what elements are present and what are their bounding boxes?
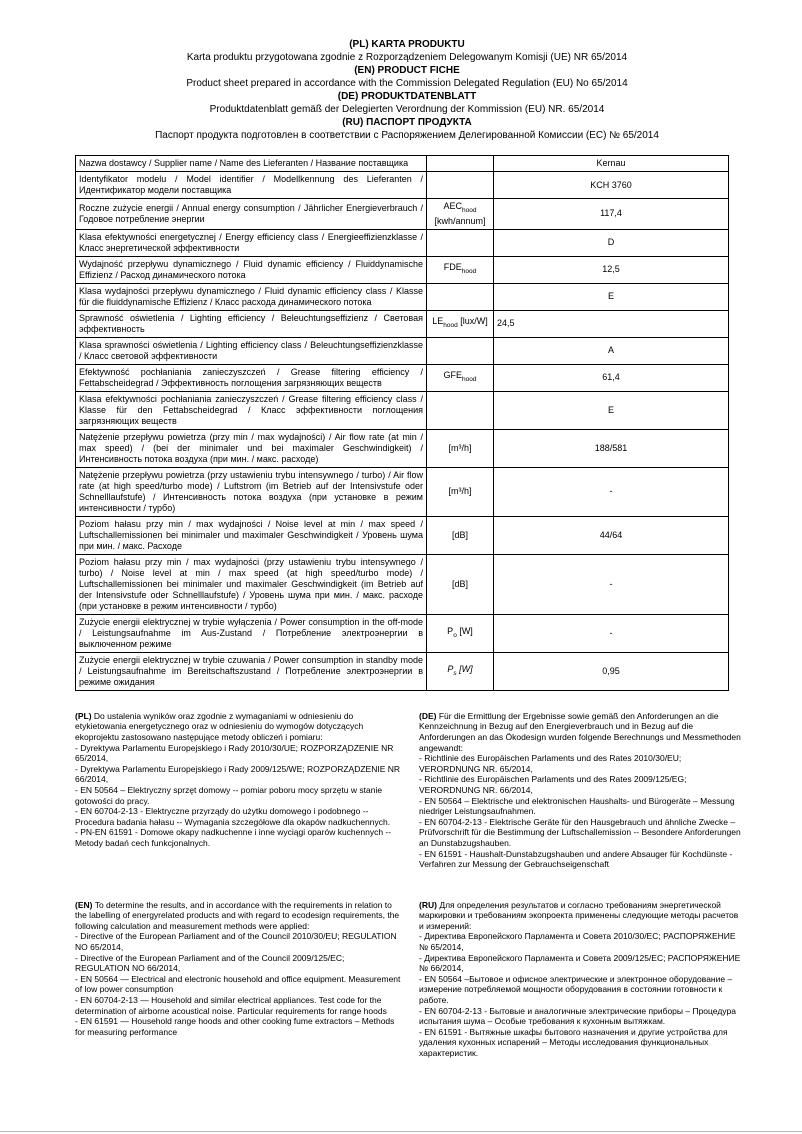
row-symbol [427,337,494,364]
row-symbol [427,516,494,554]
row-label: Zużycie energii elektrycznej w trybie czuwania / Power consumption in standby mode / Leistungsaufnahme im Bereitschaftszustand / Потребление электроэнергии в режиме ожидания [76,652,427,690]
row-label: Poziom hałasu przy min / max wydajności / Noise level at min / max speed / Luftschallemissionen bei minimaler und maximaler Geschwindigkeit / Уровень шума при мин. / макс. Расходе [76,516,427,554]
row-label: Wydajność przepływu dynamicznego / Fluid dynamic efficiency / Fluiddynamische Effizienz / Расход динамического потока [76,256,427,283]
footnote-item: - EN 60704-2-13 - Elektryczne przyrządy do użytku domowego i podobnego -- Procedura badania hałasu -- Wymagania szczegółowe dla okapów nadkuchennych. [75,806,391,827]
table-row [76,391,729,429]
table-row [76,429,729,467]
table-row [76,516,729,554]
table-row [76,229,729,256]
footnote-item: - Директива Европейского Парламента и Совета 2009/125/ЕС; РАСПОРЯЖЕНИЕ № 66/2014, [419,952,741,974]
table-row [76,256,729,283]
symbol-main: P [447,625,454,636]
symbol [430,370,490,385]
symbol-unit: [dB] [451,529,468,540]
row-label: Poziom hałasu przy min / max wydajności (przy ustawieniu trybu intensywnego / turbo) / Noise level at min / max speed (at high speed/turbo mode) / Luftschallemissionen bei minimaler und maximaler Geschwindigkeit (im Betrieb auf der Intensivstufe oder Schnelllaufstufe) / Уровень шума при мин. / макс. расходе (при установке в режим интенсивности / турбо) [76,554,427,614]
header-title-ru: (RU) ПАСПОРТ ПРОДУКТА [342,117,472,128]
header-subtitle-pl: Karta produktu przygotowana zgodnie z Rozporządzeniem Delegowanym Komisji (UE) NR 65/2014 [186,52,628,63]
row-symbol [427,156,494,172]
row-value: 61,4 [494,364,729,391]
row-label: Klasa efektywności pochłaniania zanieczyszczeń / Grease filtering efficiency class / Klasse für den Fettabscheidegrad / Класс эффективности поглощения загрязняющих веществ [76,391,427,429]
row-label: Klasa sprawności oświetlenia / Lighting efficiency class / Beleuchtungseffizienzklasse / Класс световой эффективности [76,337,427,364]
table-row [76,364,729,391]
header-subtitle-ru: Паспорт продукта подготовлен в соответствии с Распоряжением Делегированной Комиссии (ЕС) № 65/2014 [155,130,659,141]
row-label: Identyfikator modelu / Model identifier / Modellkennung des Lieferanten / Идентификатор модели поставщика [76,172,427,199]
page-bottom-edge [0,1131,802,1132]
row-symbol [427,364,494,391]
footnote-ru [419,900,741,1059]
footnote-item: - Dyrektywa Parlamentu Europejskiego i Rady 2010/30/UE; ROZPORZĄDZENIE NR 65/2014, [75,742,394,764]
row-value: E [494,391,729,429]
symbol-unit: [m³/h] [448,442,472,453]
symbol-main: AEC [443,201,463,211]
table-row [76,199,729,230]
symbol-main: LE [432,316,444,327]
row-symbol [427,652,494,690]
row-value: KCH 3760 [494,172,729,199]
row-symbol [427,614,494,652]
symbol-main: P [447,663,454,674]
row-symbol [427,229,494,256]
symbol [430,626,490,641]
symbol-unit: [m³/h] [448,486,472,497]
footnotes [75,711,739,1059]
footnote-item: - EN 50564 – Elektrische und elektronischen Haushalts- und Bürogeräte – Messung niedriger Leistungsaufnahmen. [419,795,735,817]
footnote-ru-intro [419,900,741,932]
footnote-item: - EN 60704-2-13 — Household and similar electrical appliances. Test code for the determination of airborne acoustical noise. Particular requirements for range hoods [75,995,387,1016]
footnote-item: - Richtlinie des Europäischen Parlaments und des Rates 2010/30/EU; VERORDNUNG NR. 65/2014, [419,753,682,774]
table-row [76,467,729,516]
symbol [430,316,490,331]
table-row [76,614,729,652]
row-label: Sprawność oświetlenia / Lighting efficiency / Beleuchtungseffizienz / Световая эффективность [76,310,427,337]
row-value: 117,4 [494,199,729,230]
footnote-en [75,900,401,1059]
table-row [76,283,729,310]
row-symbol [427,172,494,199]
row-label: Natężenie przepływu powietrza (przy ustawieniu trybu intensywnego / turbo) / Air flow rate (at high speed/turbo mode) / Luftstrom (im Betrieb auf der Intensivstufe oder Schnelllaufstufe) / Интенсивность потока воздуха (при установке в режим интенсивности / турбо) [76,467,427,516]
footnote-de-intro [419,711,741,753]
row-value: 24,5 [494,310,729,337]
footnote-item: - EN 50564 –Бытовое и офисное электрические и электронное оборудование – измерение потребляемой мощности оборудования в состоянии готовности к работе. [419,973,733,1006]
table-row [76,156,729,172]
product-fiche-table [75,155,729,691]
row-value: A [494,337,729,364]
table-row [76,554,729,614]
symbol-sub: s [453,669,457,677]
row-value: 12,5 [494,256,729,283]
row-symbol [427,283,494,310]
footnote-item: - EN 60704-2-13 - Бытовые и аналогичные электрические приборы – Процедура испытания шума – Особые требования к кухонным вытяжкам. [419,1005,736,1027]
row-value: Kernau [494,156,729,172]
row-value: - [494,467,729,516]
symbol-sub: hood [462,206,477,214]
table-row [76,337,729,364]
row-label: Natężenie przepływu powietrza (przy min / max wydajności) / Air flow rate (at min / max speed) / (bei der minimaler und bei maximaler Geschwindigkeit) / Интенсивность потока воздуха (при мин. / макс. расходе) [76,429,427,467]
table-row [76,172,729,199]
footnote-item: - EN 50564 – Elektryczny sprzęt domowy -- pomiar poboru mocy sprzętu w stanie gotowości do pracy. [75,784,383,806]
footnote-item: - EN 61591 - Haushalt-Dunstabzugshauben und andere Absauger für Kochdünste - Verfahren zur Messung der Gebrauchseigenschaft [419,848,733,870]
row-label: Klasa wydajności przepływu dynamicznego / Fluid dynamic efficiency class / Klasse für die fluiddynamische Effizienz / Класс расхода динамического потока [76,283,427,310]
footnote-en-tag: (EN) [75,899,93,910]
symbol-sub: hood [443,322,458,330]
symbol-unit: [lux/W] [457,316,488,327]
row-label: Klasa efektywności energetycznej / Energy efficiency class / Energieeffizienzklasse / Класс энергетической эффективности [76,229,427,256]
symbol-main: FDE [443,262,462,273]
row-label: Roczne zużycie energii / Annual energy consumption / Jährlicher Energieverbrauch / Годовое потребление энергии [76,199,427,230]
header-subtitle-en: Product sheet prepared in accordance with the Commission Delegated Regulation (EU) No 65/2014 [186,78,628,89]
row-label: Zużycie energii elektrycznej w trybie wyłączenia / Power consumption in the off-mode / Leistungsaufnahme im Aus-Zustand / Потребление электроэнергии в выключенном режиме [76,614,427,652]
symbol-sub: o [453,631,457,639]
document-header [75,38,739,142]
footnote-de-text: Für die Ermittlung der Ergebnisse sowie gemäß den Anforderungen an die Kennzeichnung in Bezug auf den Energieverbrauch und in Bezug auf die Anforderungen an das Ökodesign wurden folgende Berechnungs und Messmethoden angewandt: [419,710,741,753]
row-label: Nazwa dostawcy / Supplier name / Name des Lieferanten / Название поставщика [76,156,427,172]
row-value: D [494,229,729,256]
row-symbol [427,256,494,283]
row-value: 188/581 [494,429,729,467]
footnote-de [419,711,741,870]
footnote-item: - EN 61591 — Household range hoods and other cooking fume extractors – Methods for measuring performance [75,1016,395,1037]
row-symbol [427,391,494,429]
symbol-sub: hood [462,376,477,384]
symbol-unit: [W] [456,625,473,636]
symbol [430,262,490,277]
symbol [430,664,490,679]
footnote-item: - EN 61591 - Вытяжные шкафы бытового назначения и другие устройства для удаления кухонных испарений – Методы исследования функциональных характеристик. [419,1026,728,1059]
row-value: 44/64 [494,516,729,554]
footnote-item: - Directive of the European Parliament and of the Council 2009/125/EC; REGULATION NO 66/2014, [75,952,345,974]
header-title-pl: (PL) KARTA PRODUKTU [349,39,465,50]
row-value: - [494,614,729,652]
footnote-pl-tag: (PL) [75,710,92,721]
symbol [430,201,490,216]
footnote-item: - EN 50564 — Electrical and electronic household and office equipment. Measurement of low power consumption [75,973,401,995]
footnote-item: - Директива Европейского Парламента и Совета 2010/30/ЕС; РАСПОРЯЖЕНИЕ № 65/2014, [419,931,736,953]
row-symbol [427,199,494,230]
symbol-unit: [W] [456,663,473,674]
footnote-pl-text: Do ustalenia wyników oraz zgodnie z wymaganiami w odniesieniu do etykietowania energetycznego oraz w odniesieniu do wymogów dotyczących ekoprojektu zastosowano następujące metody obliczeń i pomiaru: [75,710,364,742]
header-subtitle-de: Produktdatenblatt gemäß der Delegierten Verordnung der Kommission (EU) NR. 65/2014 [209,104,605,115]
footnote-ru-text: Для определения результатов и согласно требованиям энергетической маркировки и требованиям экопроекта применены следующие методы расчетов и измерений: [419,899,739,931]
footnote-de-tag: (DE) [419,710,437,721]
footnote-pl-intro [75,711,401,743]
footnote-en-intro [75,900,401,932]
footnote-item: - Richtlinie des Europäischen Parlaments und des Rates 2009/125/EG; VERORDNUNG NR. 66/2014, [419,774,687,795]
row-value: 0,95 [494,652,729,690]
table-row [76,310,729,337]
row-value: E [494,283,729,310]
footnote-en-text: To determine the results, and in accordance with the requirements in relation to the labelling of energyrelated products and with regard to ecodesign requirements, the following calculation and measurement methods were applied: [75,899,400,931]
row-value: - [494,554,729,614]
header-title-de: (DE) PRODUKTDATENBLATT [337,91,477,102]
row-symbol [427,429,494,467]
table-row [76,652,729,690]
header-title-en: (EN) PRODUCT FICHE [354,65,460,76]
symbol-main: GFE [443,370,463,381]
row-label: Efektywność pochłaniania zanieczyszczeń / Grease filtering efficiency / Fettabscheidegrad / Эффективность поглощения загрязняющих веществ [76,364,427,391]
footnote-item: - Directive of the European Parliament and of the Council 2010/30/EU; REGULATION NO 65/2014, [75,931,397,953]
footnote-ru-tag: (RU) [419,899,437,910]
symbol-unit: [dB] [451,578,468,589]
symbol-sub: hood [461,268,477,276]
footnote-item: - PN-EN 61591 - Domowe okapy nadkuchenne i inne wyciągi oparów kuchennych -- Metody badań cech funkcjonalnych. [75,827,392,848]
row-symbol [427,467,494,516]
symbol-unit: [kwh/annum] [434,215,486,226]
row-symbol [427,310,494,337]
footnote-item: - EN 60704-2-13 - Elektrische Geräte für den Hausgebrauch und ähnliche Zwecke – Prüfvorschrift für die Bestimmung der Luftschallemission -- Besondere Anforderungen an Dunstabzugshauben. [419,816,741,848]
footnote-pl [75,711,401,870]
footnote-item: - Dyrektywa Parlamentu Europejskiego i Rady 2009/125/WE; ROZPORZĄDZENIE NR 66/2014, [75,763,401,785]
row-symbol [427,554,494,614]
